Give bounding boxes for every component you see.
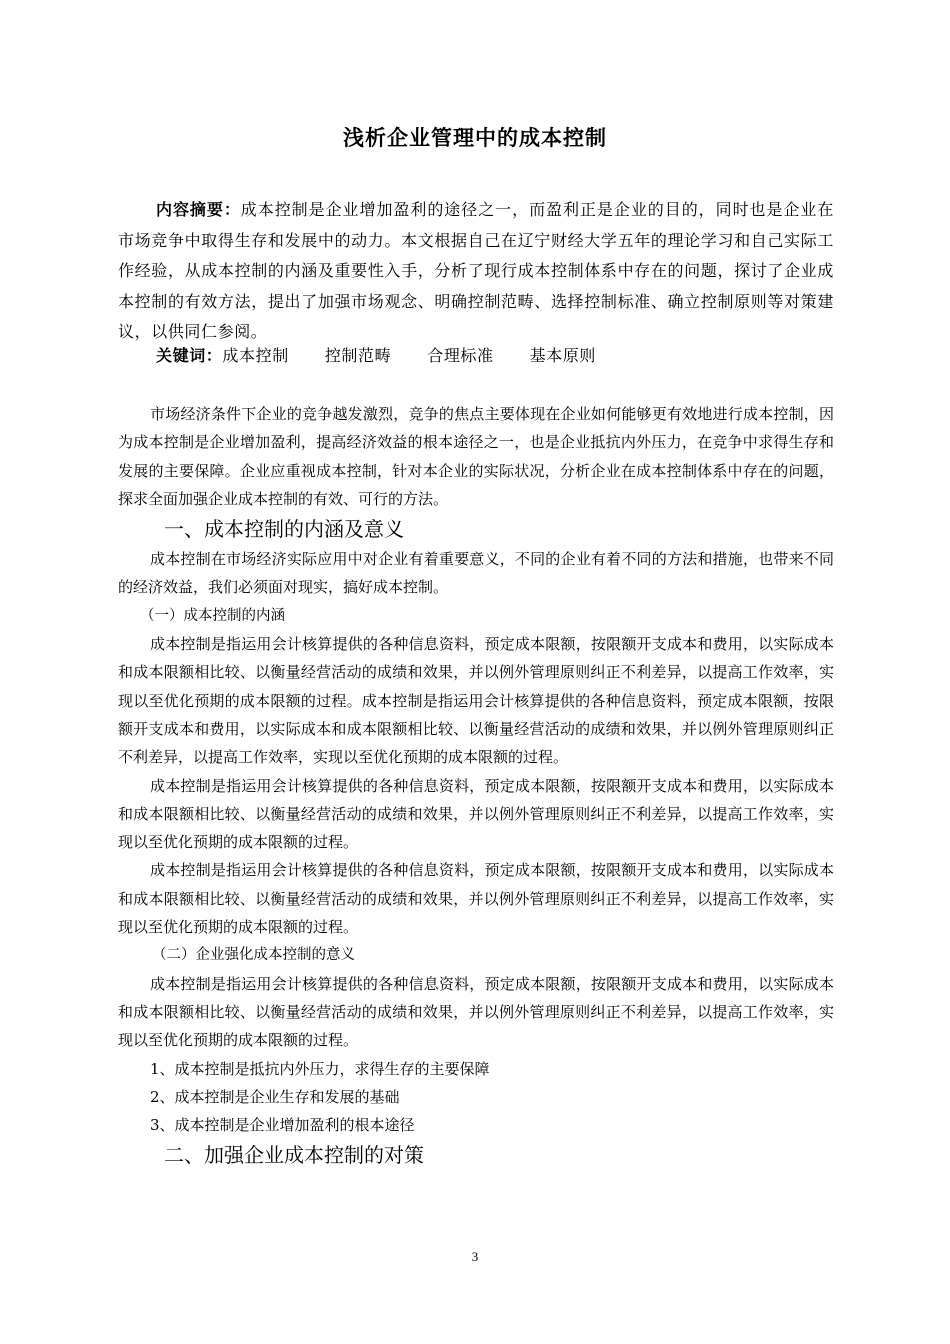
abstract — [118, 195, 834, 348]
keyword: 控制范畴 — [324, 346, 392, 365]
keyword: 成本控制 — [222, 346, 289, 365]
subsection1-paragraph-3: 成本控制是指运用会计核算提供的各种信息资料，预定成本限额，按限额开支成本和费用，以实际成本和成本限额相比较、以衡量经营活动的成绩和效果，并以例外管理原则纠正不利差异，以提高工作效率，实现以至优化预期的成本限额的过程。 — [118, 861, 834, 937]
keyword: 基本原则 — [529, 346, 597, 365]
keywords — [156, 343, 632, 366]
list-item: 3、成本控制是企业增加盈利的根本途径 — [150, 1116, 415, 1135]
intro-paragraph: 市场经济条件下企业的竞争越发激烈，竞争的焦点主要体现在企业如何能够更有效地进行成本控制，因为成本控制是企业增加盈利，提高经济效益的根本途径之一，也是企业抵抗内外压力，在竞争中求得生存和发展的主要保障。企业应重视成本控制，针对本企业的实际状况，分析企业在成本控制体系中存在的问题，探求全面加强企业成本控制的有效、可行的方法。 — [118, 405, 834, 508]
subsection1-paragraph-2: 成本控制是指运用会计核算提供的各种信息资料，预定成本限额，按限额开支成本和费用，以实际成本和成本限额相比较、以衡量经营活动的成绩和效果，并以例外管理原则纠正不利差异，以提高工作效率，实现以至优化预期的成本限额的过程。 — [118, 776, 834, 852]
list-item: 2、成本控制是企业生存和发展的基础 — [150, 1087, 400, 1106]
subsection-heading-1: （一）成本控制的内涵 — [140, 607, 285, 624]
section-heading-2: 二、加强企业成本控制的对策 — [164, 1143, 424, 1168]
page-title: 浅析企业管理中的成本控制 — [343, 126, 607, 150]
abstract-text: 成本控制是企业增加盈利的途径之一，而盈利正是企业的目的，同时也是企业在市场竞争中取得生存和发展中的动力。本文根据自己在辽宁财经大学五年的理论学习和自己实际工作经验，从成本控制的内涵及重要性入手，分析了现行成本控制体系中存在的问题，探讨了企业成本控制的有效方法，提出了加强市场观念、明确控制范畴、选择控制标准、确立控制原则等对策建议，以供同仁参阅。 — [118, 200, 834, 341]
section-heading-1: 一、成本控制的内涵及意义 — [164, 517, 404, 542]
subsection2-paragraph: 成本控制是指运用会计核算提供的各种信息资料，预定成本限额，按限额开支成本和费用，以实际成本和成本限额相比较、以衡量经营活动的成绩和效果，并以例外管理原则纠正不利差异，以提高工作效率，实现以至优化预期的成本限额的过程。 — [118, 974, 834, 1050]
subsection1-paragraph-1: 成本控制是指运用会计核算提供的各种信息资料，预定成本限额，按限额开支成本和费用，以实际成本和成本限额相比较、以衡量经营活动的成绩和效果，并以例外管理原则纠正不利差异，以提高工作效率，实现以至优化预期的成本限额的过程。成本控制是指运用会计核算提供的各种信息资料，预定成本限额，按限额开支成本和费用，以实际成本和成本限额相比较、以衡量经营活动的成绩和效果，并以例外管理原则纠正不利差异，以提高工作效率，实现以至优化预期的成本限额的过程。 — [118, 635, 834, 767]
section1-paragraph: 成本控制在市场经济实际应用中对企业有着重要意义，不同的企业有着不同的方法和措施，也带来不同的经济效益，我们必须面对现实，搞好成本控制。 — [118, 550, 834, 597]
keywords-label: 关键词： — [156, 346, 223, 365]
keyword: 合理标准 — [427, 346, 494, 365]
abstract-label: 内容摘要： — [156, 200, 241, 219]
subsection-heading-2: （二）企业强化成本控制的意义 — [152, 947, 355, 964]
page-number: 3 — [471, 1249, 479, 1264]
list-item: 1、成本控制是抵抗内外压力，求得生存的主要保障 — [150, 1059, 490, 1078]
body-text — [118, 400, 834, 1171]
